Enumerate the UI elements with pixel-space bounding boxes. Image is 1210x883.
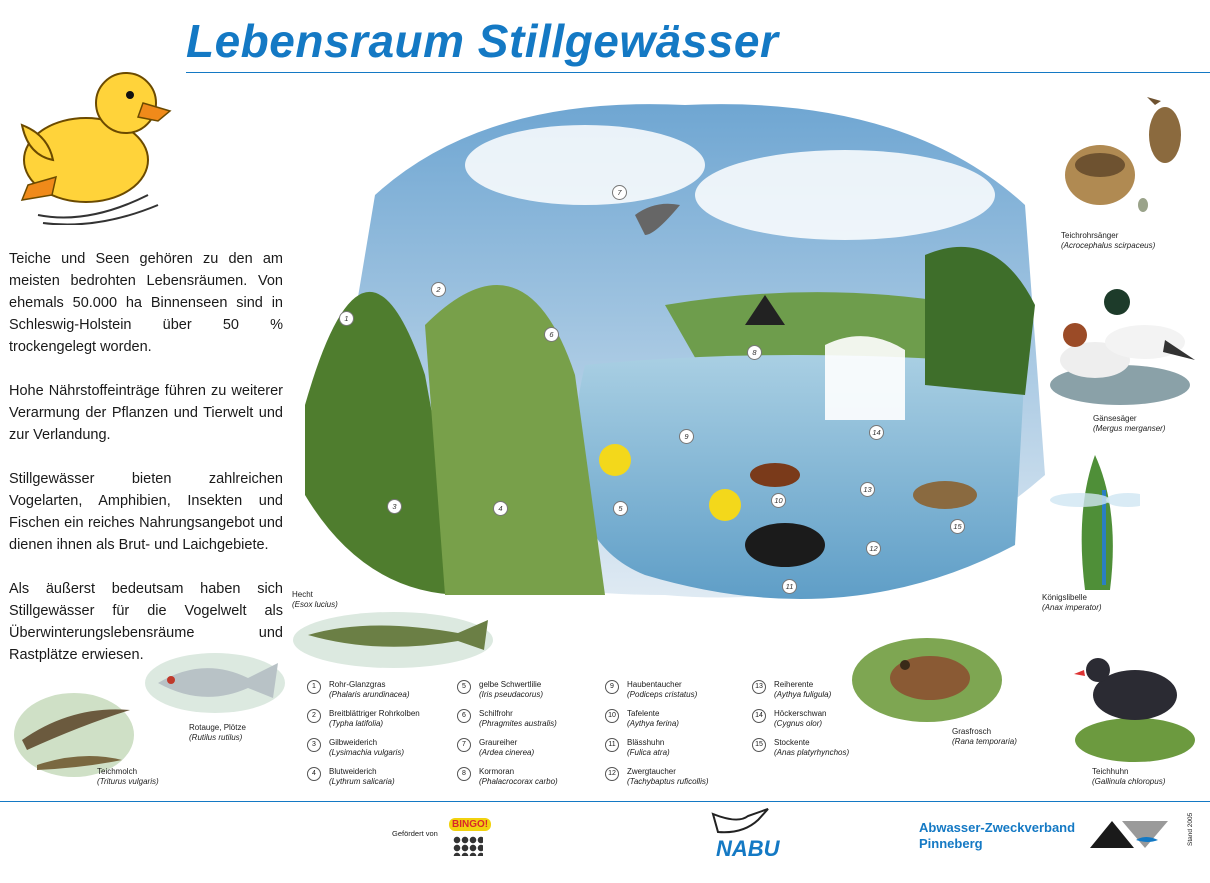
- species-name: Teichrohrsänger: [1061, 231, 1119, 240]
- species-name: Teichmolch: [97, 767, 138, 776]
- scene-number: 11: [782, 579, 797, 594]
- legend-sci: (Phragmites australis): [479, 719, 557, 728]
- species-sci: (Acrocephalus scirpaceus): [1061, 241, 1156, 250]
- gaensesaeger-label: [1093, 414, 1165, 434]
- legend-number: 13: [752, 680, 766, 694]
- legend-name: Reiherente: [774, 680, 814, 689]
- legend-name: Blutweiderich: [329, 767, 377, 776]
- legend-sci: (Anas platyrhynchos): [774, 748, 850, 757]
- species-name: Gänsesäger: [1093, 414, 1137, 423]
- page-title: Lebensraum Stillgewässer: [186, 15, 779, 67]
- scene-number: 7: [612, 185, 627, 200]
- legend-number: 9: [605, 680, 619, 694]
- legend-name: Breitblättriger Rohrkolben: [329, 709, 420, 718]
- scene-number: 9: [679, 429, 694, 444]
- species-name: Teichhuhn: [1092, 767, 1129, 776]
- intro-paragraph: Stillgewässer bieten zahlreichen Vogelarten, Amphibien, Insekten und Fischen ein reiches Nahrungsangebot und dienen ihnen als Brut- und Laichgebiete.: [9, 471, 283, 553]
- scene-number: 14: [869, 425, 884, 440]
- legend-sci: (Fulica atra): [627, 748, 670, 757]
- legend-name: Schilfrohr: [479, 709, 513, 718]
- legend-sci: (Iris pseudacorus): [479, 690, 544, 699]
- scene-number: 8: [747, 345, 762, 360]
- pond-scene-illustration: [285, 75, 1045, 635]
- teichrohrsaenger-label: [1061, 231, 1155, 251]
- stand-date: Stand 2005: [1187, 812, 1194, 846]
- scene-number: 3: [387, 499, 402, 514]
- legend-number: 14: [752, 709, 766, 723]
- legend-sci: (Phalacrocorax carbo): [479, 777, 558, 786]
- species-sci: (Esox lucius): [292, 600, 338, 609]
- gaensesaeger-illustration: [1045, 280, 1200, 410]
- azv-logo-icon: [1088, 818, 1170, 850]
- legend-number: 3: [307, 738, 321, 752]
- legend-number: 2: [307, 709, 321, 723]
- rotauge-label: [189, 723, 246, 743]
- legend-number: 11: [605, 738, 619, 752]
- intro-paragraph: Hohe Nährstoffeinträge führen zu weiterer Verarmung der Pflanzen und Tierwelt und zur Verlandung.: [9, 383, 283, 443]
- species-name: Hecht: [292, 590, 313, 599]
- scene-number: 15: [950, 519, 965, 534]
- legend-name: Tafelente: [627, 709, 660, 718]
- grasfrosch-illustration: [850, 620, 1005, 725]
- species-sci: (Mergus merganser): [1093, 424, 1166, 433]
- hecht-illustration: [288, 605, 498, 670]
- teichhuhn-illustration: [1070, 640, 1200, 765]
- teichrohrsaenger-illustration: [1055, 95, 1200, 230]
- legend-name: Gilbweiderich: [329, 738, 378, 747]
- legend-sci: (Cygnus olor): [774, 719, 823, 728]
- intro-text: [9, 248, 283, 688]
- legend-name: Graureiher: [479, 738, 518, 747]
- legend-number: 7: [457, 738, 471, 752]
- azv-line2: Pinneberg: [919, 836, 983, 851]
- legend-sci: (Aythya ferina): [627, 719, 679, 728]
- intro-paragraph: Als äußerst bedeutsam haben sich Stillgewässer für die Vogelwelt als Überwinterungslebensräume und Rastplätze erwiesen.: [9, 581, 283, 663]
- legend-number: 1: [307, 680, 321, 694]
- legend-sci: (Ardea cinerea): [479, 748, 535, 757]
- legend-sci: (Aythya fuligula): [774, 690, 832, 699]
- teichhuhn-label: [1092, 767, 1165, 787]
- legend-number: 15: [752, 738, 766, 752]
- legend-name: Rohr-Glanzgras: [329, 680, 386, 689]
- duck-illustration: [8, 65, 178, 225]
- species-name: Grasfrosch: [952, 727, 992, 736]
- species-sci: (Triturus vulgaris): [97, 777, 159, 786]
- legend-number: 12: [605, 767, 619, 781]
- bingo-logo-text: BINGO!: [449, 818, 491, 831]
- legend-name: Blässhuhn: [627, 738, 665, 747]
- scene-number: 1: [339, 311, 354, 326]
- azv-line1: Abwasser-Zweckverband: [919, 820, 1076, 835]
- nabu-logo: NABU: [716, 836, 780, 861]
- species-sci: (Rutilus rutilus): [189, 733, 243, 742]
- legend-name: Zwergtaucher: [627, 767, 676, 776]
- species-sci: (Anax imperator): [1042, 603, 1102, 612]
- legend-sci: (Typha latifolia): [329, 719, 384, 728]
- legend-name: Haubentaucher: [627, 680, 682, 689]
- species-sci: (Gallinula chloropus): [1092, 777, 1166, 786]
- stork-icon: [708, 804, 778, 839]
- legend-number: 10: [605, 709, 619, 723]
- koenigslibelle-illustration: [1040, 450, 1140, 595]
- legend-number: 4: [307, 767, 321, 781]
- legend-name: gelbe Schwertlilie: [479, 680, 542, 689]
- intro-paragraph: Teiche und Seen gehören zu den am meisten bedrohten Lebensräumen. Von ehemals 50.000 ha Binnenseen sind in Schleswig-Holstein über 50 % trockengelegt worden.: [9, 251, 283, 355]
- teichmolch-label: [97, 767, 159, 787]
- scene-number: 13: [860, 482, 875, 497]
- legend-sci: (Lythrum salicaria): [329, 777, 395, 786]
- title-rule: [186, 72, 1210, 73]
- legend-name: Stockente: [774, 738, 810, 747]
- scene-number: 5: [613, 501, 628, 516]
- legend-name: Höckerschwan: [774, 709, 827, 718]
- grasfrosch-label: [952, 727, 1017, 747]
- species-name: Königslibelle: [1042, 593, 1087, 602]
- rotauge-illustration: [143, 648, 288, 718]
- legend-number: 6: [457, 709, 471, 723]
- legend-number: 8: [457, 767, 471, 781]
- legend-sci: (Podiceps cristatus): [627, 690, 698, 699]
- azv-logo-text: [919, 820, 1075, 852]
- species-legend: [307, 680, 867, 795]
- scene-number: 6: [544, 327, 559, 342]
- footer-rule: [0, 801, 1210, 802]
- scene-number: 10: [771, 493, 786, 508]
- legend-number: 5: [457, 680, 471, 694]
- koenigslibelle-label: [1042, 593, 1102, 613]
- sponsor-text: Gefördert von: [392, 829, 438, 838]
- legend-name: Kormoran: [479, 767, 515, 776]
- species-sci: (Rana temporaria): [952, 737, 1017, 746]
- species-name: Rotauge, Plötze: [189, 723, 246, 732]
- scene-number: 4: [493, 501, 508, 516]
- bingo-logo: [447, 818, 489, 858]
- scene-number: 2: [431, 282, 446, 297]
- legend-sci: (Tachybaptus ruficollis): [627, 777, 709, 786]
- bingo-balls: [453, 836, 483, 856]
- legend-sci: (Lysimachia vulgaris): [329, 748, 404, 757]
- legend-sci: (Phalaris arundinacea): [329, 690, 410, 699]
- scene-number: 12: [866, 541, 881, 556]
